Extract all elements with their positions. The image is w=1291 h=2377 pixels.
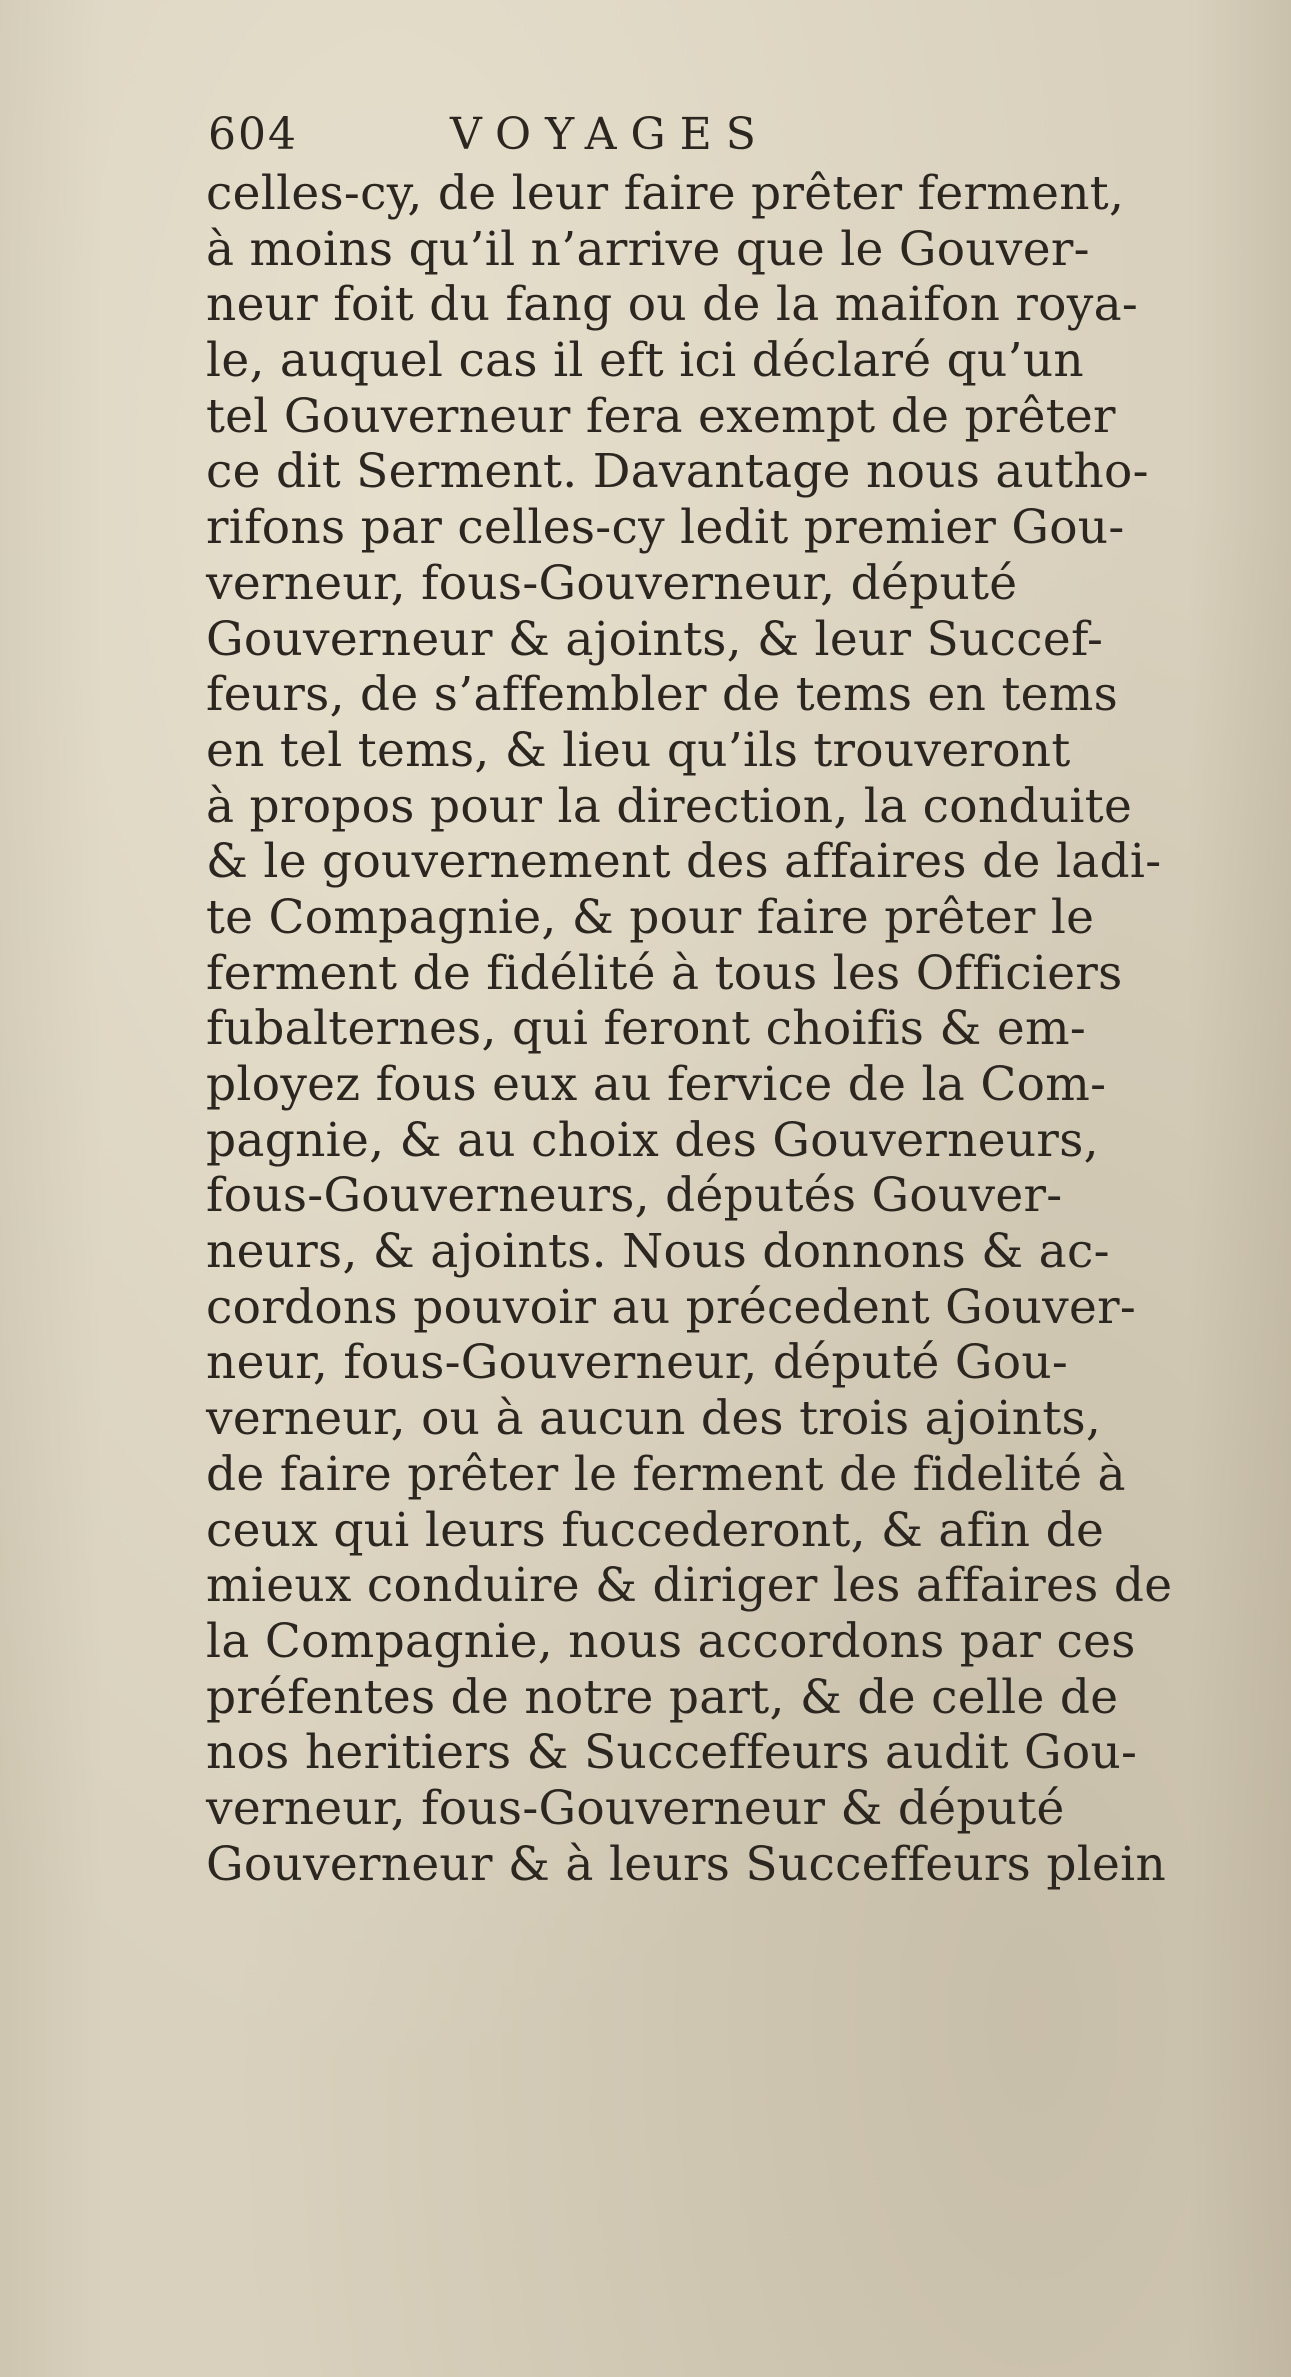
- text-line: celles-cy, de leur faire prêter ferment,: [206, 166, 1125, 221]
- running-title: VOYAGES: [450, 109, 770, 160]
- text-line: en tel tems, & lieu qu’ils trouveront: [206, 722, 1071, 778]
- text-line: feurs, de s’affembler de tems en tems: [206, 667, 1119, 723]
- text-line: neur foit du fang ou de la maifon roya-: [206, 277, 1139, 333]
- text-line: neurs, & ajoints. Nous donnons & ac-: [206, 1224, 1110, 1280]
- text-line: rifons par celles-cy ledit premier Gou-: [206, 500, 1125, 556]
- text-line: ferment de fidélité à tous les Officiers: [206, 945, 1123, 1001]
- text-line: ceux qui leurs fuccederont, & afin de: [206, 1502, 1105, 1558]
- text-line: nos heritiers & Succeffeurs audit Gou-: [206, 1725, 1138, 1781]
- text-line: préfentes de notre part, & de celle de: [206, 1669, 1119, 1725]
- text-line: verneur, ou à aucun des trois ajoints,: [206, 1391, 1102, 1447]
- text-line: Gouverneur & ajoints, & leur Succef-: [206, 611, 1104, 667]
- text-line: ployez fous eux au fervice de la Com-: [206, 1057, 1107, 1112]
- text-line: pagnie, & au choix des Gouverneurs,: [206, 1112, 1099, 1168]
- text-line: le, auquel cas il eft ici déclaré qu’un: [206, 333, 1084, 389]
- text-line: Gouverneur & à leurs Succeffeurs plein: [206, 1836, 1167, 1892]
- text-line: tel Gouverneur fera exempt de prêter: [206, 388, 1116, 444]
- text-line: fubalternes, qui feront choifis & em-: [206, 1001, 1087, 1057]
- text-line: verneur, fous-Gouverneur, député: [206, 555, 1018, 611]
- text-line: de faire prêter le ferment de fidelité à: [206, 1446, 1126, 1502]
- body-text: [206, 166, 1206, 1892]
- text-line: mieux conduire & diriger les affaires de: [206, 1558, 1173, 1614]
- text-line: verneur, fous-Gouverneur & député: [206, 1780, 1065, 1836]
- text-line: neur, fous-Gouverneur, député Gou-: [206, 1335, 1069, 1391]
- page-number: 604: [208, 109, 298, 160]
- text-line: à moins qu’il n’arrive que le Gouver-: [206, 221, 1090, 277]
- text-line: & le gouvernement des affaires de ladi-: [206, 834, 1162, 890]
- text-line: te Compagnie, & pour faire prêter le: [206, 889, 1095, 945]
- text-line: ce dit Serment. Davantage nous autho-: [206, 444, 1149, 500]
- text-line: cordons pouvoir au précedent Gouver-: [206, 1279, 1137, 1335]
- page-header: [208, 105, 968, 165]
- text-line: fous-Gouverneurs, députés Gouver-: [206, 1168, 1063, 1224]
- text-line: à propos pour la direction, la conduite: [206, 778, 1133, 834]
- text-line: la Compagnie, nous accordons par ces: [206, 1613, 1136, 1669]
